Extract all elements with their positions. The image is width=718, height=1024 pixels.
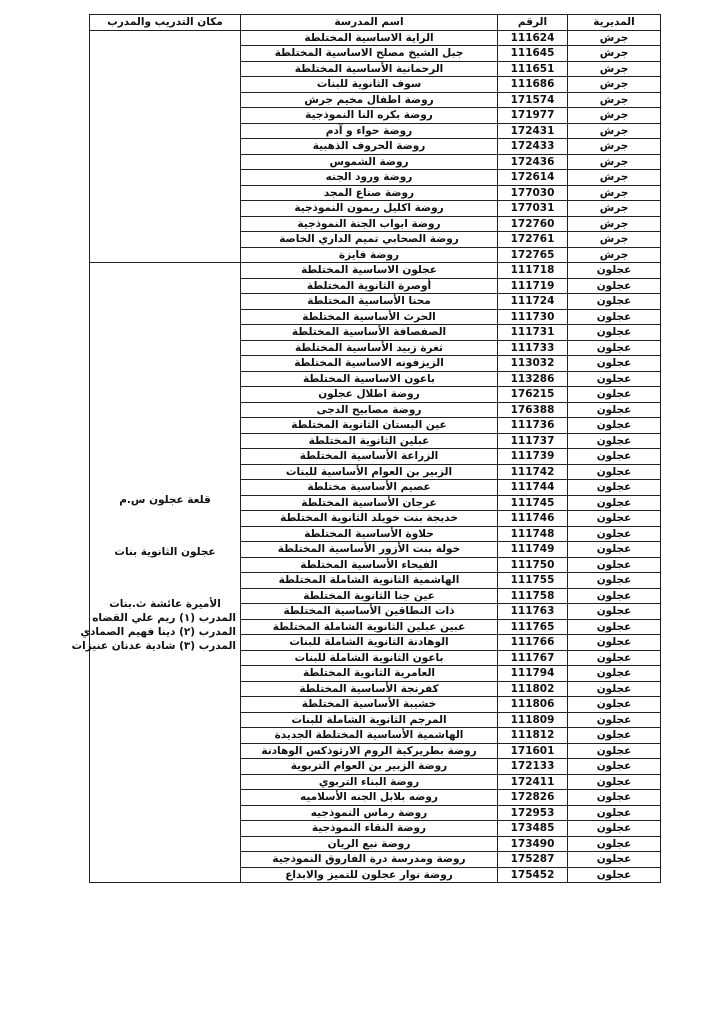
directorate-cell: جرش	[568, 92, 661, 108]
header-number: الرقم	[498, 15, 568, 31]
school-name-cell: روضة ورود الجنه	[241, 170, 498, 186]
school-name-cell: كفرنجة الأساسية المختلطة	[241, 681, 498, 697]
directorate-cell: عجلون	[568, 340, 661, 356]
school-number-cell: 111794	[498, 666, 568, 682]
trainer-2: المدرب (٢) دينا فهيم الصمادي	[80, 625, 236, 638]
directorate-cell: عجلون	[568, 418, 661, 434]
school-name-cell: باعون الاساسية المختلطة	[241, 371, 498, 387]
directorate-cell: عجلون	[568, 526, 661, 542]
table-row	[90, 30, 661, 46]
school-number-cell: 172411	[498, 774, 568, 790]
school-number-cell: 111765	[498, 619, 568, 635]
directorate-cell: عجلون	[568, 263, 661, 279]
school-number-cell: 176215	[498, 387, 568, 403]
school-name-cell: محنا الأساسية المختلطة	[241, 294, 498, 310]
directorate-cell: عجلون	[568, 294, 661, 310]
school-name-cell: روضة حواء و آدم	[241, 123, 498, 139]
header-row	[90, 15, 661, 31]
training-place-jerash	[90, 30, 241, 263]
school-number-cell: 111806	[498, 697, 568, 713]
school-number-cell: 113032	[498, 356, 568, 372]
school-name-cell: باعون الثانوية الشاملة للبنات	[241, 650, 498, 666]
school-name-cell: روضة النقاء النموذجية	[241, 821, 498, 837]
school-name-cell: روضة الحروف الذهبية	[241, 139, 498, 155]
school-name-cell: روضه بلابل الجنه الأسلاميه	[241, 790, 498, 806]
school-number-cell: 176388	[498, 402, 568, 418]
school-name-cell: خولة بنت الأزور الأساسية المختلطة	[241, 542, 498, 558]
school-name-cell: الزبير بن العوام الأساسية للبنات	[241, 464, 498, 480]
directorate-cell: عجلون	[568, 480, 661, 496]
school-name-cell: عبين عبلين الثانوية الشاملة المختلطة	[241, 619, 498, 635]
table-body	[71, 30, 661, 883]
school-name-cell: روضة اكليل ريمون النموذجية	[241, 201, 498, 217]
school-number-cell: 173490	[498, 836, 568, 852]
directorate-cell: عجلون	[568, 495, 661, 511]
training-place-ajloun	[71, 263, 241, 883]
school-name-cell: روضة ابواب الجنة النموذجية	[241, 216, 498, 232]
school-name-cell: الهاشمية الثانوية الشاملة المختلطة	[241, 573, 498, 589]
school-number-cell: 172133	[498, 759, 568, 775]
school-name-cell: الزراعة الأساسية المختلطة	[241, 449, 498, 465]
directorate-cell: عجلون	[568, 650, 661, 666]
school-name-cell: عجلون الاساسية المختلطة	[241, 263, 498, 279]
school-number-cell: 111745	[498, 495, 568, 511]
directorate-cell: عجلون	[568, 604, 661, 620]
school-number-cell: 111739	[498, 449, 568, 465]
directorate-cell: جرش	[568, 108, 661, 124]
school-name-cell: روضة فايزة	[241, 247, 498, 263]
directorate-cell: جرش	[568, 61, 661, 77]
school-name-cell: الراية الاساسية المختلطة	[241, 30, 498, 46]
directorate-cell: عجلون	[568, 697, 661, 713]
directorate-cell: عجلون	[568, 309, 661, 325]
header-place: مكان التدريب والمدرب	[90, 15, 241, 31]
directorate-cell: عجلون	[568, 867, 661, 883]
school-name-cell: روضة البناء التربوي	[241, 774, 498, 790]
directorate-cell: عجلون	[568, 821, 661, 837]
school-number-cell: 111724	[498, 294, 568, 310]
directorate-cell: عجلون	[568, 356, 661, 372]
school-number-cell: 111755	[498, 573, 568, 589]
directorate-cell: جرش	[568, 139, 661, 155]
school-number-cell: 111802	[498, 681, 568, 697]
school-name-cell: روضة نبع الريان	[241, 836, 498, 852]
school-name-cell: روضة الشموس	[241, 154, 498, 170]
school-number-cell: 172433	[498, 139, 568, 155]
header-directorate: المديرية	[568, 15, 661, 31]
school-number-cell: 172431	[498, 123, 568, 139]
school-name-cell: خشيبة الأساسية المختلطة	[241, 697, 498, 713]
directorate-cell: عجلون	[568, 542, 661, 558]
directorate-cell: عجلون	[568, 433, 661, 449]
directorate-cell: عجلون	[568, 464, 661, 480]
school-number-cell: 171601	[498, 743, 568, 759]
school-name-cell: روضة اطلال عجلون	[241, 387, 498, 403]
table-row	[90, 263, 661, 279]
school-name-cell: روضة الزبير بن العوام التربوية	[241, 759, 498, 775]
school-table	[71, 14, 661, 883]
school-number-cell: 175452	[498, 867, 568, 883]
directorate-cell: عجلون	[568, 681, 661, 697]
school-number-cell: 175287	[498, 852, 568, 868]
directorate-cell: عجلون	[568, 402, 661, 418]
school-name-cell: أوصرة الثانوية المختلطة	[241, 278, 498, 294]
school-number-cell: 173485	[498, 821, 568, 837]
school-number-cell: 111719	[498, 278, 568, 294]
school-number-cell: 111731	[498, 325, 568, 341]
directorate-cell: عجلون	[568, 635, 661, 651]
school-name-cell: الوهادنة الثانوية الشاملة للبنات	[241, 635, 498, 651]
directorate-cell: عجلون	[568, 511, 661, 527]
school-number-cell: 111746	[498, 511, 568, 527]
directorate-cell: جرش	[568, 216, 661, 232]
school-name-cell: روضة مصابيح الدجى	[241, 402, 498, 418]
school-number-cell: 111748	[498, 526, 568, 542]
school-number-cell: 111686	[498, 77, 568, 93]
school-name-cell: روضة صناع المجد	[241, 185, 498, 201]
school-name-cell: ثغرة زبيد الأساسية المختلطة	[241, 340, 498, 356]
school-name-cell: عصيم الأساسية مختلطة	[241, 480, 498, 496]
directorate-cell: عجلون	[568, 790, 661, 806]
school-name-cell: خديجة بنت خويلد الثانوية المختلطة	[241, 511, 498, 527]
school-number-cell: 111763	[498, 604, 568, 620]
directorate-cell: عجلون	[568, 759, 661, 775]
school-number-cell: 111733	[498, 340, 568, 356]
directorate-cell: عجلون	[568, 743, 661, 759]
directorate-cell: عجلون	[568, 805, 661, 821]
directorate-cell: عجلون	[568, 557, 661, 573]
directorate-cell: جرش	[568, 247, 661, 263]
directorate-cell: عجلون	[568, 387, 661, 403]
trainer-1: المدرب (١) ريم علي القضاه	[92, 611, 236, 624]
directorate-cell: عجلون	[568, 852, 661, 868]
trainer-3: المدرب (٣) شادية عدنان عنيزات	[71, 639, 236, 652]
directorate-cell: عجلون	[568, 728, 661, 744]
school-number-cell: 111758	[498, 588, 568, 604]
school-number-cell: 111812	[498, 728, 568, 744]
header-school: اسم المدرسة	[241, 15, 498, 31]
school-name-cell: الفيحاء الأساسية المختلطة	[241, 557, 498, 573]
school-number-cell: 111750	[498, 557, 568, 573]
school-name-cell: روضة الصحابي تميم الداري الخاصة	[241, 232, 498, 248]
school-name-cell: روضة رماس النموذجيه	[241, 805, 498, 821]
school-number-cell: 172953	[498, 805, 568, 821]
directorate-cell: عجلون	[568, 619, 661, 635]
school-number-cell: 172614	[498, 170, 568, 186]
school-name-cell: الصفصافة الأساسية المختلطة	[241, 325, 498, 341]
school-name-cell: المرجم الثانوية الشاملة للبنات	[241, 712, 498, 728]
school-number-cell: 172436	[498, 154, 568, 170]
directorate-cell: جرش	[568, 154, 661, 170]
school-number-cell: 113286	[498, 371, 568, 387]
directorate-cell: عجلون	[568, 573, 661, 589]
school-name-cell: جبل الشيخ مصلح الاساسية المختلطة	[241, 46, 498, 62]
school-number-cell: 172761	[498, 232, 568, 248]
directorate-cell: جرش	[568, 170, 661, 186]
training-site-2: عجلون الثانوية بنات	[114, 545, 216, 558]
school-number-cell: 111766	[498, 635, 568, 651]
school-name-cell: حلاوة الأساسية المختلطة	[241, 526, 498, 542]
directorate-cell: جرش	[568, 123, 661, 139]
school-name-cell: عرجان الأساسية المختلطة	[241, 495, 498, 511]
school-name-cell: روضة بكره النا النموذجية	[241, 108, 498, 124]
directorate-cell: عجلون	[568, 774, 661, 790]
directorate-cell: جرش	[568, 201, 661, 217]
school-name-cell: عبلين الثانوية المختلطة	[241, 433, 498, 449]
directorate-cell: عجلون	[568, 712, 661, 728]
school-name-cell: روضة نوار عجلون للتميز والابداع	[241, 867, 498, 883]
school-number-cell: 111624	[498, 30, 568, 46]
school-number-cell: 111809	[498, 712, 568, 728]
school-number-cell: 111737	[498, 433, 568, 449]
directorate-cell: عجلون	[568, 371, 661, 387]
school-name-cell: ذات النطاقين الأساسية المختلطة	[241, 604, 498, 620]
training-site-3: الأميرة عائشة ث.بنات	[109, 597, 221, 610]
school-name-cell: الزيزفونه الاساسية المختلطة	[241, 356, 498, 372]
school-name-cell: الحرث الأساسية المختلطة	[241, 309, 498, 325]
school-name-cell: روضة بطريركية الروم الارثوذكس الوهادنة	[241, 743, 498, 759]
school-name-cell: الرحمانية الأساسية المختلطة	[241, 61, 498, 77]
directorate-cell: جرش	[568, 77, 661, 93]
school-number-cell: 172765	[498, 247, 568, 263]
school-name-cell: سوف الثانوية للبنات	[241, 77, 498, 93]
directorate-cell: عجلون	[568, 588, 661, 604]
training-site-1: قلعة عجلون س.م	[119, 493, 211, 506]
school-number-cell: 111718	[498, 263, 568, 279]
school-number-cell: 111645	[498, 46, 568, 62]
school-name-cell: روضة ومدرسة درة الفاروق النموذجية	[241, 852, 498, 868]
school-number-cell: 111767	[498, 650, 568, 666]
directorate-cell: جرش	[568, 46, 661, 62]
school-number-cell: 111730	[498, 309, 568, 325]
school-number-cell: 111651	[498, 61, 568, 77]
school-number-cell: 177030	[498, 185, 568, 201]
school-number-cell: 177031	[498, 201, 568, 217]
school-number-cell: 171977	[498, 108, 568, 124]
school-name-cell: الهاشمية الأساسية المختلطة الجديدة	[241, 728, 498, 744]
school-number-cell: 111749	[498, 542, 568, 558]
school-name-cell: عين البستان الثانوية المختلطة	[241, 418, 498, 434]
school-number-cell: 111744	[498, 480, 568, 496]
school-number-cell: 171574	[498, 92, 568, 108]
school-name-cell: العامرية الثانوية المختلطة	[241, 666, 498, 682]
school-number-cell: 172826	[498, 790, 568, 806]
directorate-cell: عجلون	[568, 278, 661, 294]
directorate-cell: عجلون	[568, 325, 661, 341]
school-number-cell: 111742	[498, 464, 568, 480]
school-name-cell: عين جنا الثانوية المختلطة	[241, 588, 498, 604]
spacer	[94, 507, 236, 545]
directorate-cell: عجلون	[568, 836, 661, 852]
spacer	[94, 559, 236, 597]
directorate-cell: جرش	[568, 30, 661, 46]
directorate-cell: جرش	[568, 232, 661, 248]
school-name-cell: روضة اطفال مخيم جرش	[241, 92, 498, 108]
directorate-cell: عجلون	[568, 666, 661, 682]
school-number-cell: 172760	[498, 216, 568, 232]
school-number-cell: 111736	[498, 418, 568, 434]
directorate-cell: عجلون	[568, 449, 661, 465]
directorate-cell: جرش	[568, 185, 661, 201]
